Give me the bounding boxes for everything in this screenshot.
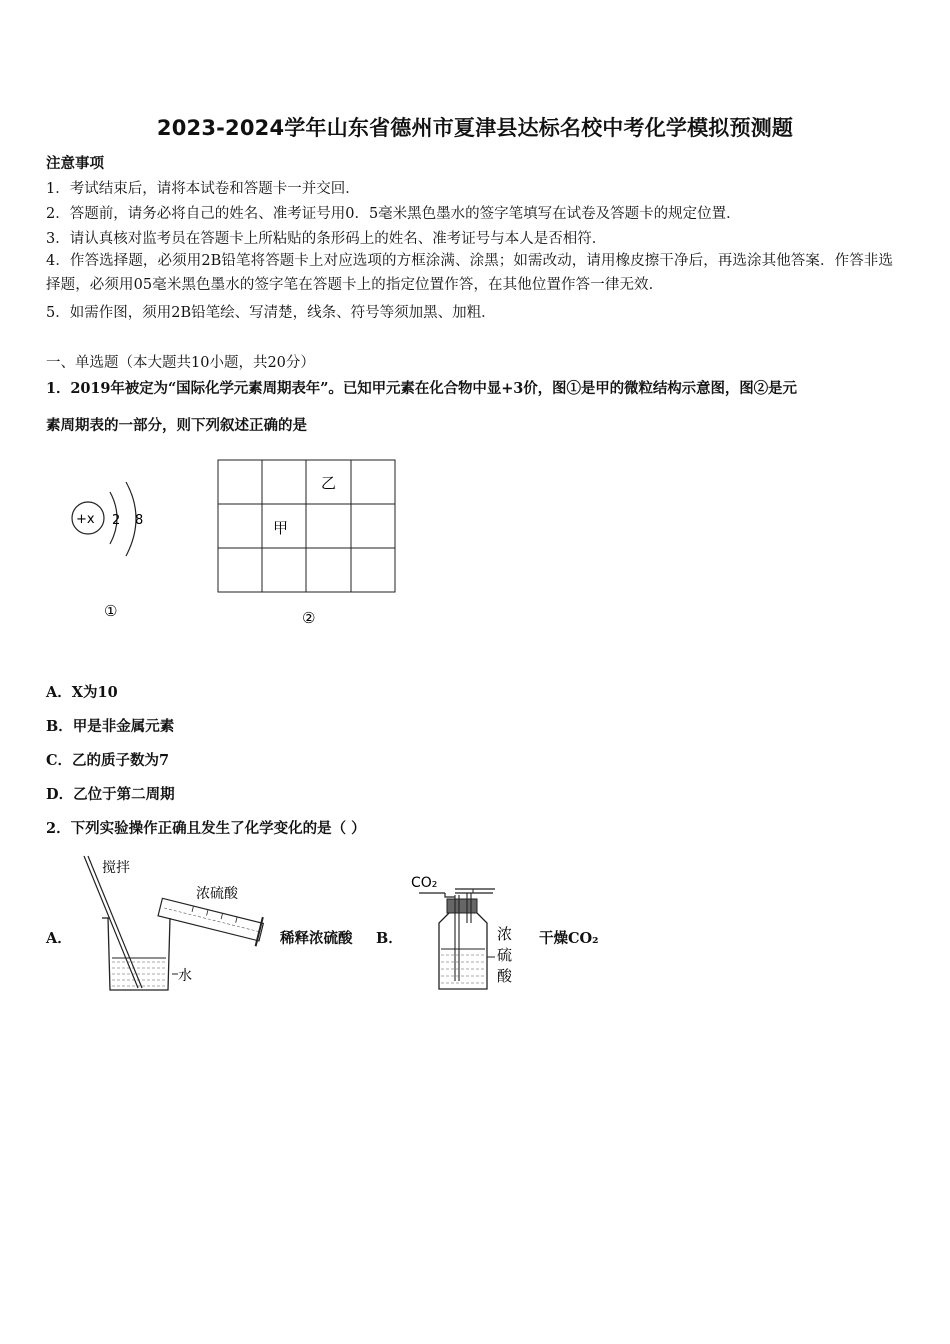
- co2-label: CO₂: [411, 875, 438, 891]
- page-title: 2023-2024学年山东省德州市夏津县达标名校中考化学模拟预测题: [156, 116, 794, 140]
- q2-option-a-letter[interactable]: A．: [46, 930, 72, 947]
- shell1-electrons: 2: [112, 513, 121, 528]
- q1-option-b[interactable]: B．甲是非金属元素: [46, 718, 175, 735]
- q2-option-a-desc: 稀释浓硫酸: [280, 930, 353, 947]
- gas-drying-figure: [405, 865, 535, 1000]
- figure1-caption: ①: [104, 602, 118, 620]
- figure2-caption: ②: [302, 609, 316, 627]
- dilute-acid-figure: [72, 850, 277, 1000]
- notice-item-2: 2．答题前，请务必将自己的姓名、准考证号用0．5毫米黑色墨水的签字笔填写在试卷及答题卡的规定位置．: [46, 206, 741, 222]
- cell-yi: 乙: [321, 474, 337, 492]
- notice-item-1: 1．考试结束后，请将本试卷和答题卡一并交回．: [46, 181, 360, 197]
- notice-item-5: 5．如需作图，须用2B铅笔绘、写清楚，线条、符号等须加黑、加粗．: [46, 305, 496, 321]
- notice-heading: 注意事项: [46, 155, 104, 172]
- acid-char-1: 浓: [497, 925, 513, 943]
- stir-label: 搅拌: [102, 860, 130, 876]
- atom-structure-figure: [60, 470, 170, 630]
- section-heading: 一、单选题（本大题共10小题，共20分）: [46, 355, 315, 371]
- q1-stem-line1: 1．2019年被定为“国际化学元素周期表年”。已知甲元素在化合物中显+3价，图①是甲的微粒结构示意图，图②是元: [46, 380, 797, 397]
- nucleus-charge: +x: [76, 512, 95, 527]
- q1-option-c[interactable]: C．乙的质子数为7: [46, 752, 170, 769]
- notice-item-4: 4．作答选择题，必须用2B铅笔将答题卡上对应选项的方框涂满、涂黑；如需改动，请用橡皮擦干净后，再选涂其他答案．作答非选择题，必须用05毫米黑色墨水的签字笔在答题卡上的指定位置作答，在其他位置作答一律无效．: [46, 253, 894, 293]
- cell-jia: 甲: [273, 519, 289, 537]
- shell2-electrons: 8: [135, 513, 144, 528]
- acid-char-2: 硫: [497, 946, 513, 964]
- q1-option-a[interactable]: A．X为10: [46, 684, 118, 701]
- q2-option-b-desc: 干燥CO₂: [539, 930, 599, 947]
- acid-char-3: 酸: [497, 967, 513, 985]
- notice-item-3: 3．请认真核对监考员在答题卡上所粘贴的条形码上的姓名、准考证号与本人是否相符．: [46, 231, 607, 247]
- periodic-table-figure: [215, 455, 400, 630]
- water-label: 水: [178, 968, 192, 984]
- q2-option-b-letter[interactable]: B．: [376, 930, 403, 947]
- acid-label: 浓硫酸: [196, 886, 238, 902]
- q1-stem-line2: 素周期表的一部分，则下列叙述正确的是: [46, 417, 307, 434]
- q2-stem: 2．下列实验操作正确且发生了化学变化的是（ ）: [46, 820, 366, 837]
- q1-option-d[interactable]: D．乙位于第二周期: [46, 786, 175, 803]
